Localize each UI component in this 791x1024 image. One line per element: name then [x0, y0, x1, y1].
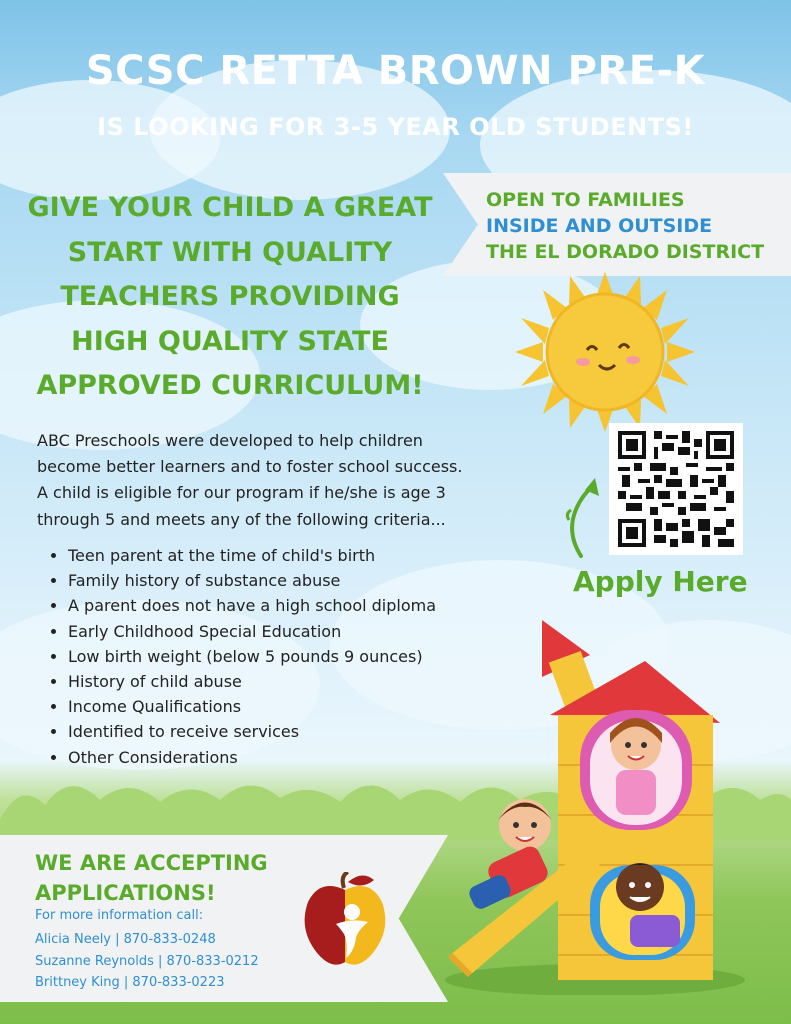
criteria-item: • Early Childhood Special Education	[68, 619, 436, 644]
headline	[20, 186, 440, 409]
contact-item[interactable]: Brittney King | 870-833-0223	[35, 975, 225, 990]
accepting-line: APPLICATIONS!	[35, 881, 216, 905]
sun-icon	[515, 272, 695, 432]
criteria-item: • Identified to receive services	[68, 719, 436, 744]
contact-lead: For more information call:	[35, 908, 204, 923]
open-banner-line: INSIDE AND OUTSIDE	[486, 215, 713, 237]
page-title: SCSC RETTA BROWN PRE-K	[85, 48, 706, 94]
curved-arrow-icon	[563, 474, 603, 560]
intro-line: A child is eligible for our program if he/she is age 3	[37, 483, 446, 503]
headline-line: HIGH QUALITY STATE	[71, 325, 389, 357]
intro-line: through 5 and meets any of the following criteria...	[37, 509, 446, 529]
criteria-item: • History of child abuse	[68, 669, 436, 694]
contact-item[interactable]: Alicia Neely | 870-833-0248	[35, 932, 216, 947]
criteria-item: • Family history of substance abuse	[68, 568, 436, 593]
contact-list	[35, 929, 259, 994]
qr-code[interactable]	[609, 423, 743, 555]
criteria-item: • Other Considerations	[68, 745, 436, 770]
apple-logo-icon	[300, 872, 390, 972]
criteria-item: • Low birth weight (below 5 pounds 9 ounces)	[68, 644, 436, 669]
page-subtitle: IS LOOKING FOR 3-5 YEAR OLD STUDENTS!	[97, 113, 694, 141]
criteria-item: • Teen parent at the time of child's birth	[68, 543, 436, 568]
intro-paragraph	[37, 428, 577, 533]
open-banner-line: OPEN TO FAMILIES	[486, 189, 685, 211]
criteria-item: • Income Qualifications	[68, 694, 436, 719]
accepting-heading	[35, 848, 268, 908]
criteria-item: • A parent does not have a high school diploma	[68, 593, 436, 618]
headline-line: APPROVED CURRICULUM!	[36, 370, 424, 401]
headline-line: TEACHERS PROVIDING	[60, 281, 400, 312]
intro-line: become better learners and to foster school success.	[37, 457, 463, 477]
qr-code-icon	[618, 431, 734, 547]
contact-item[interactable]: Suzanne Reynolds | 870-833-0212	[35, 953, 259, 969]
open-banner-text	[486, 187, 764, 265]
apply-here-link[interactable]: Apply Here	[573, 565, 748, 598]
headline-line: GIVE YOUR CHILD A GREAT	[27, 192, 433, 223]
intro-line: ABC Preschools were developed to help children	[37, 431, 423, 450]
headline-line: START WITH QUALITY	[67, 236, 393, 268]
castle-playhouse-icon	[430, 615, 760, 995]
open-banner-line: THE EL DORADO DISTRICT	[486, 241, 765, 263]
criteria-list	[50, 543, 436, 770]
accepting-line: WE ARE ACCEPTING	[35, 851, 268, 875]
